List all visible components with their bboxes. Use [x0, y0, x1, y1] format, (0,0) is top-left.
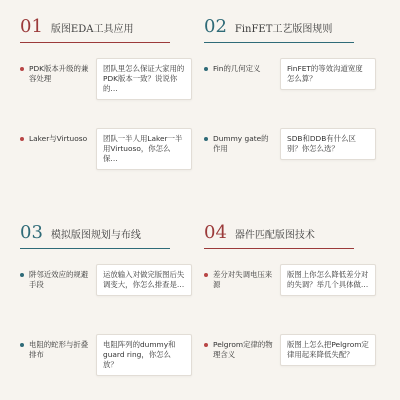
section-divider [20, 42, 170, 43]
question-label: 差分对失调电压来源 [213, 270, 273, 289]
question-label: Laker与Virtuoso [29, 134, 88, 143]
question-label: Dummy gate的作用 [213, 134, 269, 153]
section-number: 01 [20, 16, 43, 37]
section-finfet-rules [204, 16, 384, 153]
section-analog-layout [20, 222, 200, 369]
section-header [204, 222, 384, 244]
answer-card[interactable]: 电阻阵列的dummy和guard ring，你怎么放？ [96, 334, 192, 376]
section-header [20, 222, 200, 244]
section-title: 模拟版图规划与布线 [50, 230, 141, 241]
section-number: 03 [20, 222, 43, 243]
question-label: Fin的几何定义 [213, 64, 261, 73]
section-number: 02 [204, 16, 227, 37]
question-label: 阱邻近效应的规避手段 [29, 270, 89, 289]
answer-card[interactable]: FinFET的等效沟道宽度怎么算？ [280, 58, 376, 90]
section-title: 器件匹配版图技术 [234, 230, 315, 241]
section-header [20, 16, 200, 38]
question-label: 电阻的蛇形与折叠排布 [29, 340, 89, 359]
question-label: Pelgrom定律的物理含义 [213, 340, 273, 359]
section-device-matching [204, 222, 384, 359]
section-divider [20, 248, 170, 249]
question-label: PDK版本升级的兼容处理 [29, 64, 89, 83]
answer-card[interactable]: 版图上你怎么降低差分对的失调？举几个具体做… [280, 264, 376, 296]
section-eda-tools [20, 16, 200, 163]
answer-card[interactable]: 版图上怎么把Pelgrom定律用起来降低失配？ [280, 334, 376, 366]
section-title: 版图EDA工具应用 [50, 24, 134, 35]
section-divider [204, 42, 354, 43]
answer-card[interactable]: 团队里怎么保证大家用的PDK版本一致？说说你的… [96, 58, 192, 100]
section-divider [204, 248, 354, 249]
answer-card[interactable]: 团队一半人用Laker一半用Virtuoso，你怎么保… [96, 128, 192, 170]
section-header [204, 16, 384, 38]
answer-card[interactable]: SDB和DDB有什么区别？你怎么选？ [280, 128, 376, 160]
answer-card[interactable]: 运放输入对做完版图后失调变大，你怎么排查是… [96, 264, 192, 296]
section-title: FinFET工艺版图规则 [234, 24, 333, 35]
section-number: 04 [204, 222, 227, 243]
